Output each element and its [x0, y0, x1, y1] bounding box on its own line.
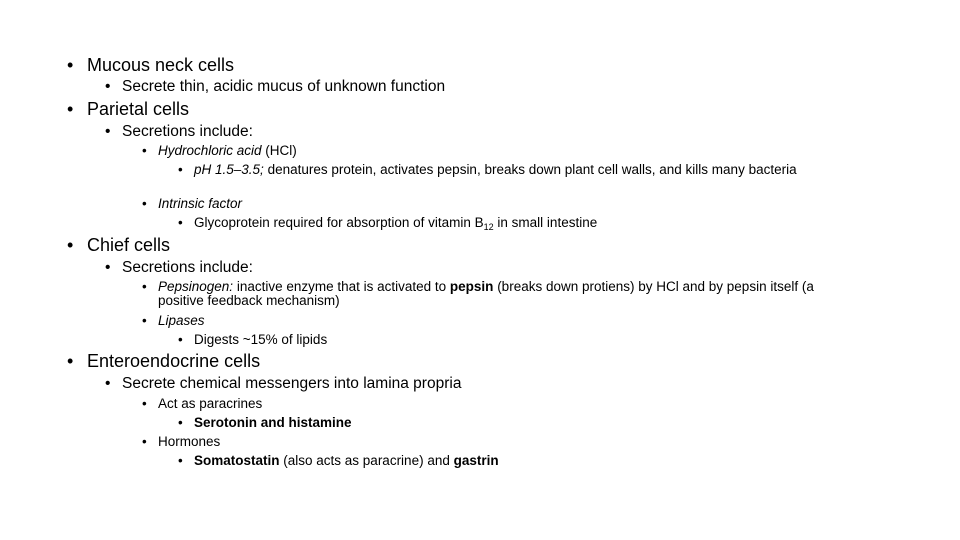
text-hcl-name: Hydrochloric acid — [158, 143, 262, 158]
heading-chief-cells: Chief cells — [87, 235, 171, 255]
text-if-subscript: 12 — [483, 222, 494, 232]
bullet-dot: • — [178, 215, 183, 230]
bullet-enteroendocrine-cells — [67, 351, 261, 372]
bullet-somatostatin — [178, 453, 499, 468]
bullet-mucous-neck-cells — [67, 55, 235, 76]
bullet-parietal-cells — [67, 99, 190, 120]
bullet-chief-cells — [67, 235, 171, 256]
bullet-dot: • — [105, 123, 111, 140]
text-pepsinogen-mid: inactive enzyme that is activated to — [233, 279, 450, 294]
text-somatostatin-mid: (also acts as paracrine) and — [279, 453, 454, 468]
bullet-dot: • — [142, 313, 147, 328]
heading-enteroendocrine-cells: Enteroendocrine cells — [87, 351, 261, 371]
bullet-dot: • — [178, 332, 183, 347]
bullet-dot: • — [105, 375, 111, 392]
bullet-dot: • — [142, 143, 147, 158]
bullet-paracrines — [142, 396, 263, 411]
bullet-enteroendocrine-secrete — [105, 375, 462, 393]
text-if-detail-pre: Glycoprotein required for absorption of vitamin B — [194, 215, 484, 230]
bullet-hormones — [142, 434, 221, 449]
text-chief-secretions: Secretions include: — [122, 259, 253, 276]
bullet-lipases-detail — [178, 332, 328, 347]
bullet-dot: • — [67, 235, 74, 255]
bullet-hcl-detail — [178, 162, 844, 177]
text-parietal-secretions: Secretions include: — [122, 123, 253, 140]
text-mucous-secrete: Secrete thin, acidic mucus of unknown function — [122, 78, 446, 95]
bullet-dot: • — [67, 99, 74, 119]
text-if-detail-post: in small intestine — [493, 215, 598, 230]
text-hcl-ph: pH 1.5–3.5; — [194, 162, 264, 177]
text-hcl-detail: denatures protein, activates pepsin, breaks down plant cell walls, and kills many bacteria — [263, 162, 797, 177]
bullet-pepsinogen — [142, 279, 858, 308]
bullet-serotonin — [178, 415, 352, 430]
bullet-dot: • — [105, 78, 111, 95]
bullet-parietal-secretions — [105, 123, 253, 141]
text-paracrines: Act as paracrines — [158, 396, 263, 411]
bullet-dot: • — [67, 55, 74, 75]
text-pepsin-word: pepsin — [449, 279, 494, 294]
bullet-dot: • — [105, 259, 111, 276]
bullet-intrinsic-factor — [142, 196, 243, 211]
bullet-dot: • — [142, 434, 147, 449]
text-lipases-name: Lipases — [158, 313, 205, 328]
bullet-hcl — [142, 143, 297, 158]
heading-parietal-cells: Parietal cells — [87, 99, 190, 119]
bullet-dot: • — [142, 396, 147, 411]
bullet-chief-secretions — [105, 259, 253, 277]
bullet-mucous-secrete — [105, 78, 446, 96]
text-gastrin: gastrin — [453, 453, 499, 468]
bullet-dot: • — [142, 279, 147, 294]
text-hcl-abbrev: (HCl) — [261, 143, 297, 158]
heading-mucous-neck-cells: Mucous neck cells — [87, 55, 235, 75]
text-lipases-detail: Digests ~15% of lipids — [194, 332, 328, 347]
bullet-dot: • — [178, 162, 183, 177]
bullet-dot: • — [178, 415, 183, 430]
bullet-intrinsic-detail — [178, 215, 598, 232]
bullet-dot: • — [142, 196, 147, 211]
text-serotonin: Serotonin and histamine — [194, 415, 352, 430]
text-pepsinogen-name: Pepsinogen: — [158, 279, 234, 294]
text-enteroendocrine-secrete: Secrete chemical messengers into lamina propria — [122, 375, 462, 392]
text-somatostatin: Somatostatin — [194, 453, 280, 468]
bullet-dot: • — [67, 351, 74, 371]
text-hormones: Hormones — [158, 434, 221, 449]
bullet-lipases — [142, 313, 205, 328]
text-intrinsic-factor: Intrinsic factor — [158, 196, 243, 211]
text-pepsinogen-end: (breaks down protiens) by HCl and by pepsin itself (a positive feedback mechanism) — [158, 279, 814, 308]
bullet-dot: • — [178, 453, 183, 468]
